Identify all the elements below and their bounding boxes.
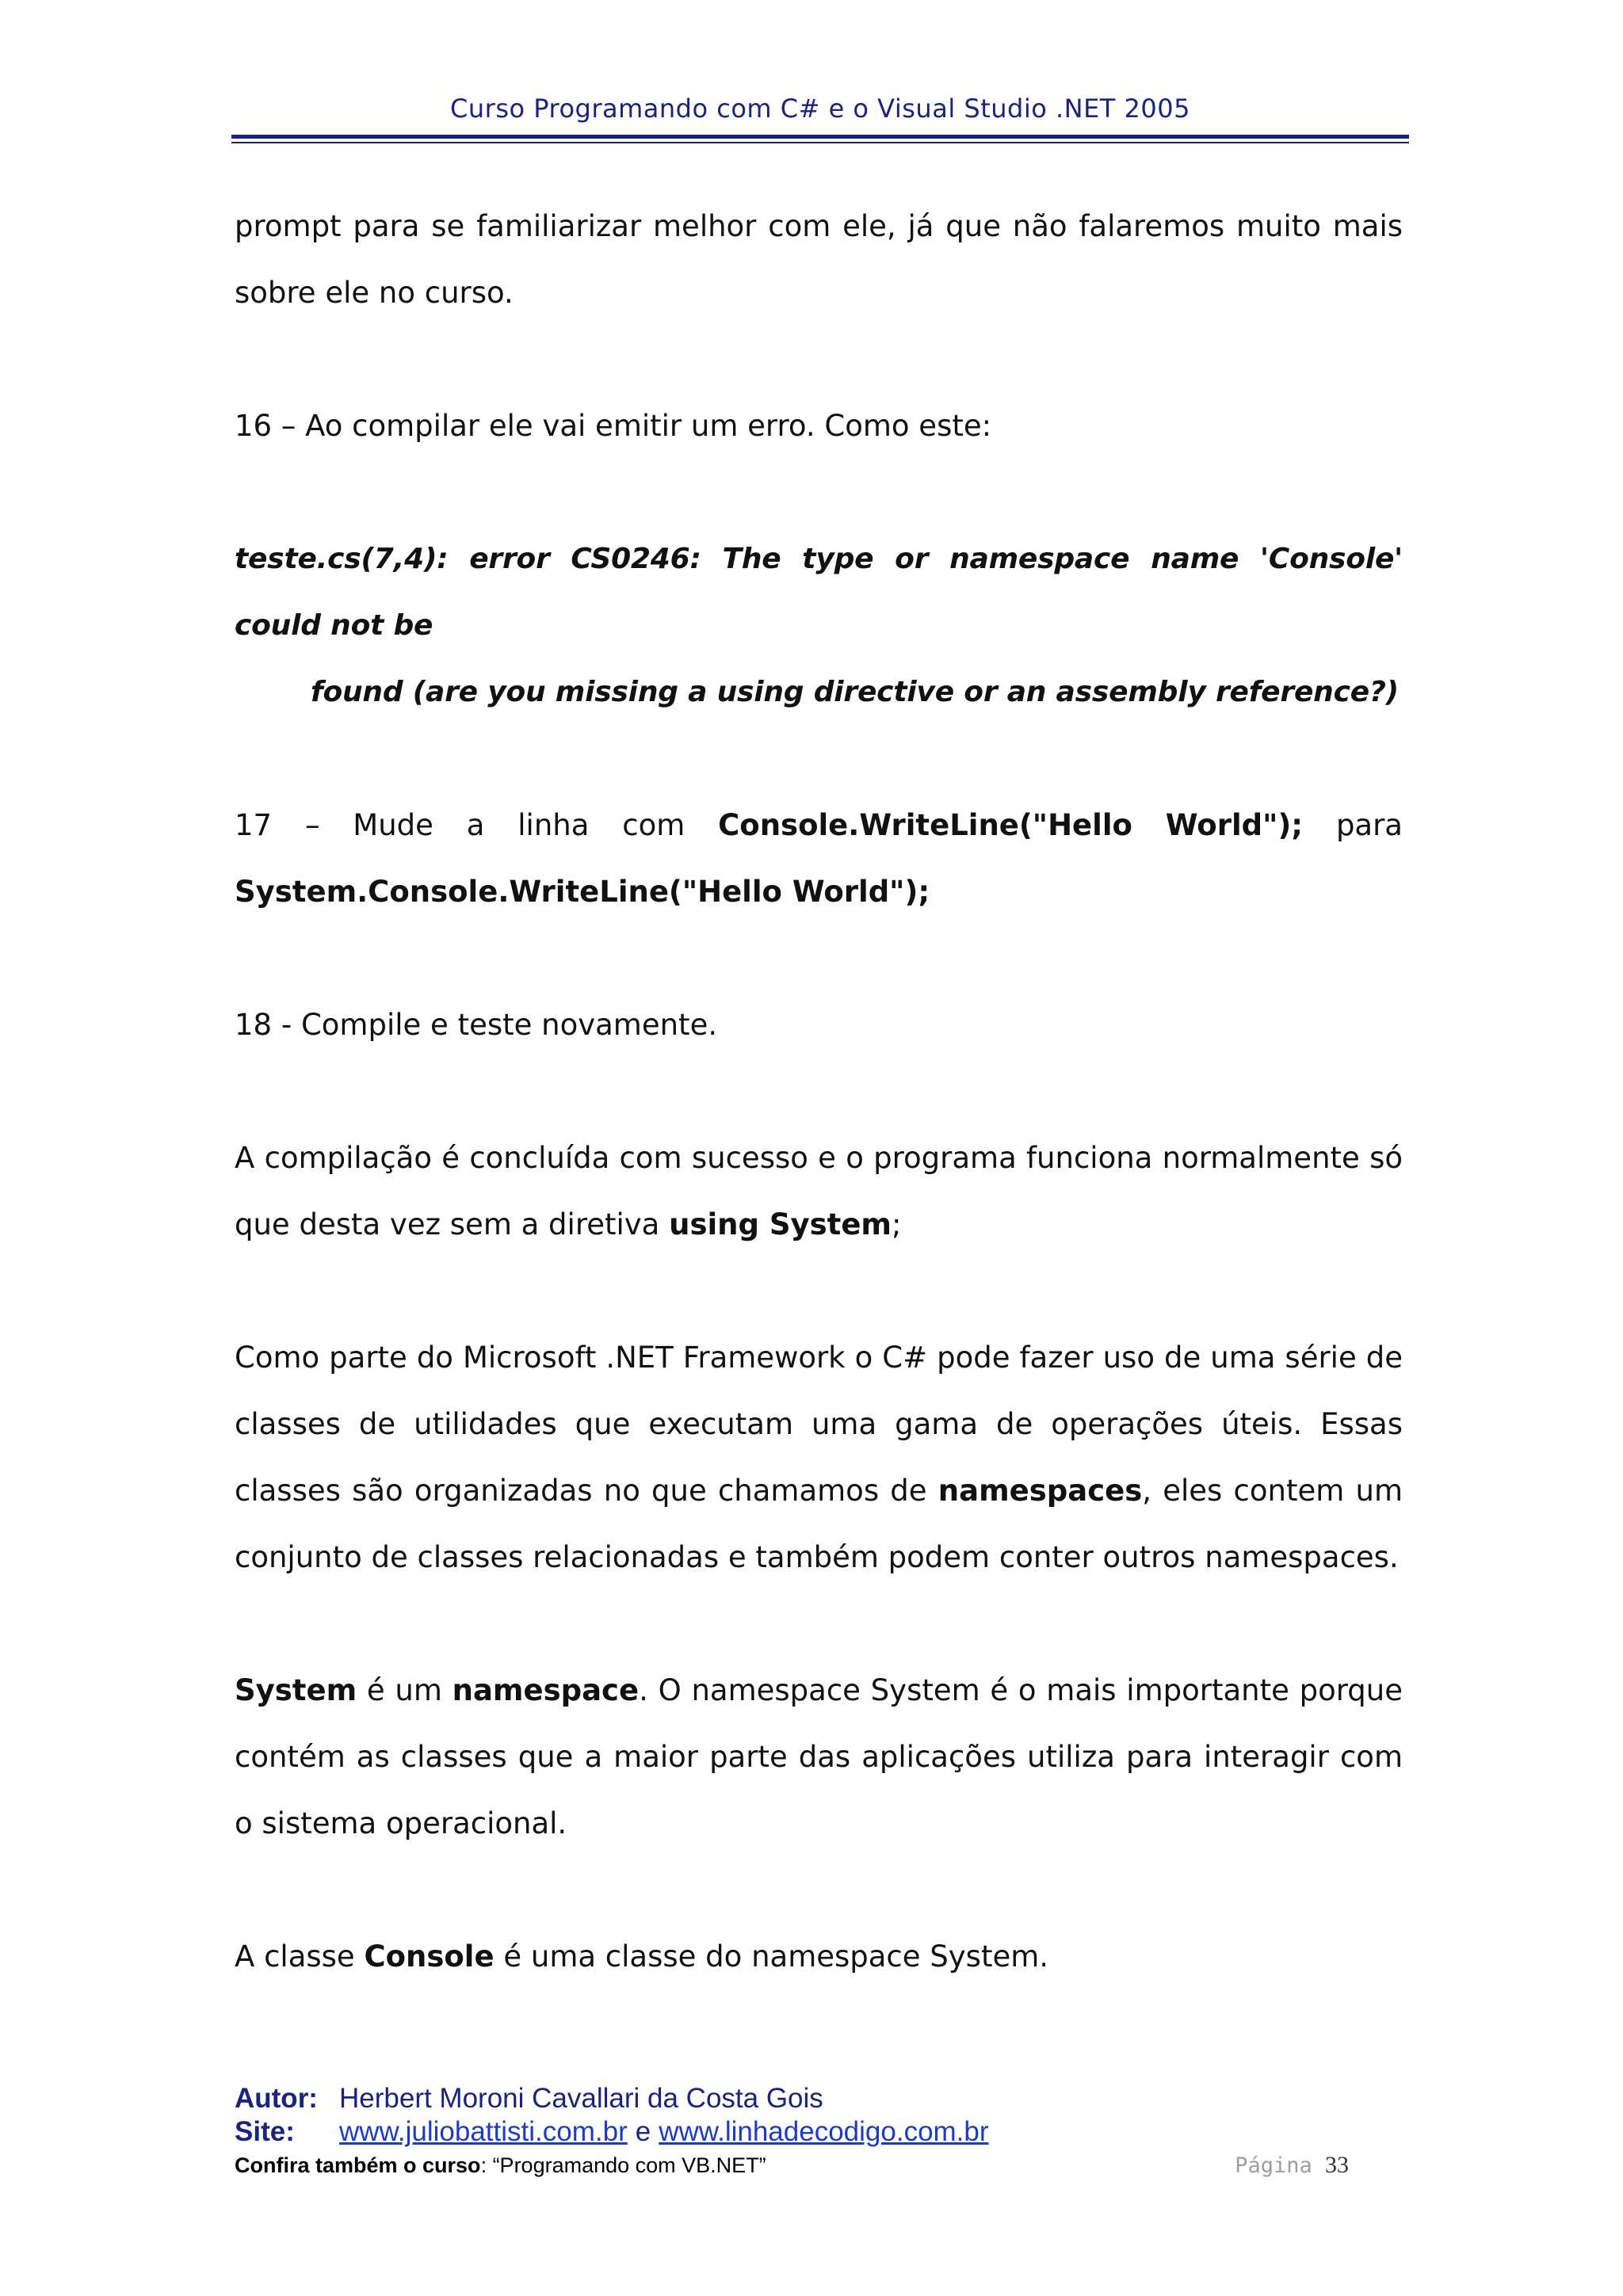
error-line-1: teste.cs(7,4): error CS0246: The type or namespace name 'Console' could not be [235, 543, 1403, 642]
bold-console: Console [364, 1939, 495, 1974]
text-run: ; [892, 1207, 902, 1241]
text-run: A classe [235, 1939, 365, 1974]
step-17-word: com [622, 808, 685, 842]
step-17-line-2 [235, 859, 1403, 925]
page-label: Página [1235, 2153, 1312, 2178]
bold-namespaces: namespaces [938, 1474, 1143, 1508]
bold-system: System [235, 1673, 357, 1707]
bold-using-system: using System [669, 1207, 892, 1241]
document-body [235, 193, 1403, 1990]
site-label: Site: [235, 2116, 295, 2147]
text-run: , eles contem um conjunto de classes relacionadas e também podem conter outros namespaces. [235, 1474, 1403, 1574]
step-17-dash: – [304, 808, 320, 842]
step-17-number: 17 [235, 808, 273, 842]
code-system-console-writeline: System.Console.WriteLine("Hello World"); [235, 875, 930, 909]
step-17-word: Mude [353, 808, 433, 842]
confira-label: Confira também o curso [235, 2153, 481, 2177]
spacer [235, 1591, 1403, 1657]
paragraph-console-class [235, 1924, 1403, 1990]
page-number: 33 [1325, 2152, 1349, 2178]
paragraph-compilation [235, 1125, 1403, 1258]
spacer [235, 326, 1403, 393]
spacer [235, 1258, 1403, 1325]
footer-bottom-row [235, 2152, 1360, 2179]
code-console-writeline-b: World"); [1165, 808, 1304, 842]
text-run: . O namespace System é o mais importante porque contém as classes que a maior parte das aplicações utiliza para interagir com o sistema operacional. [235, 1673, 1403, 1840]
spacer [235, 925, 1403, 992]
paragraph-namespaces [235, 1325, 1403, 1591]
paragraph-system-namespace [235, 1657, 1403, 1857]
header-rule-thin [231, 142, 1409, 143]
bold-namespace: namespace [452, 1673, 640, 1707]
paragraph-prompt: prompt para se familiarizar melhor com ele, já que não falaremos muito mais sobre ele no curso. [235, 209, 1403, 310]
header-rule-thick [231, 135, 1409, 139]
step-17-word: linha [517, 808, 590, 842]
author-label: Autor: [235, 2083, 318, 2114]
text-run: é uma classe do namespace System. [494, 1939, 1049, 1974]
step-18: 18 - Compile e teste novamente. [235, 1008, 718, 1042]
step-16: 16 – Ao compilar ele vai emitir um erro. Como este: [235, 409, 992, 443]
confira-course-name: : “Programando com VB.NET” [480, 2153, 766, 2177]
footer-site-row [235, 2115, 1360, 2149]
compiler-error-message [235, 526, 1403, 726]
page-number-block [1235, 2152, 1360, 2179]
text-run: A compilação é concluída com sucesso e o programa funciona normalmente só que desta vez sem a diretiva [235, 1141, 1403, 1241]
step-17-word: a [466, 808, 485, 842]
page-footer [235, 2082, 1360, 2179]
spacer [235, 726, 1403, 792]
step-17-line-1 [235, 792, 1403, 859]
site-link-linhadecodigo[interactable]: www.linhadecodigo.com.br [659, 2116, 989, 2147]
footer-author-row [235, 2082, 1360, 2115]
spacer [235, 1857, 1403, 1924]
author-name: Herbert Moroni Cavallari da Costa Gois [339, 2083, 823, 2114]
error-line-2: found (are you missing a using directive or an assembly reference?) [311, 676, 1399, 708]
site-link-juliobattisti[interactable]: www.juliobattisti.com.br [339, 2116, 628, 2147]
code-console-writeline-a: Console.WriteLine("Hello [718, 808, 1132, 842]
confira-course-note [235, 2153, 766, 2178]
step-17-word: para [1335, 808, 1403, 842]
page-header-title: Curso Programando com C# e o Visual Studio .NET 2005 [450, 93, 1190, 124]
site-separator: e [635, 2116, 651, 2147]
text-run: é um [357, 1673, 453, 1707]
spacer [235, 460, 1403, 526]
spacer [235, 1058, 1403, 1125]
text-run: Como parte do Microsoft .NET Framework o C# pode fazer uso de uma série de classes de utilidades que executam uma gama de operações úteis. Essas classes são organizadas no que chamamos de [235, 1341, 1403, 1508]
